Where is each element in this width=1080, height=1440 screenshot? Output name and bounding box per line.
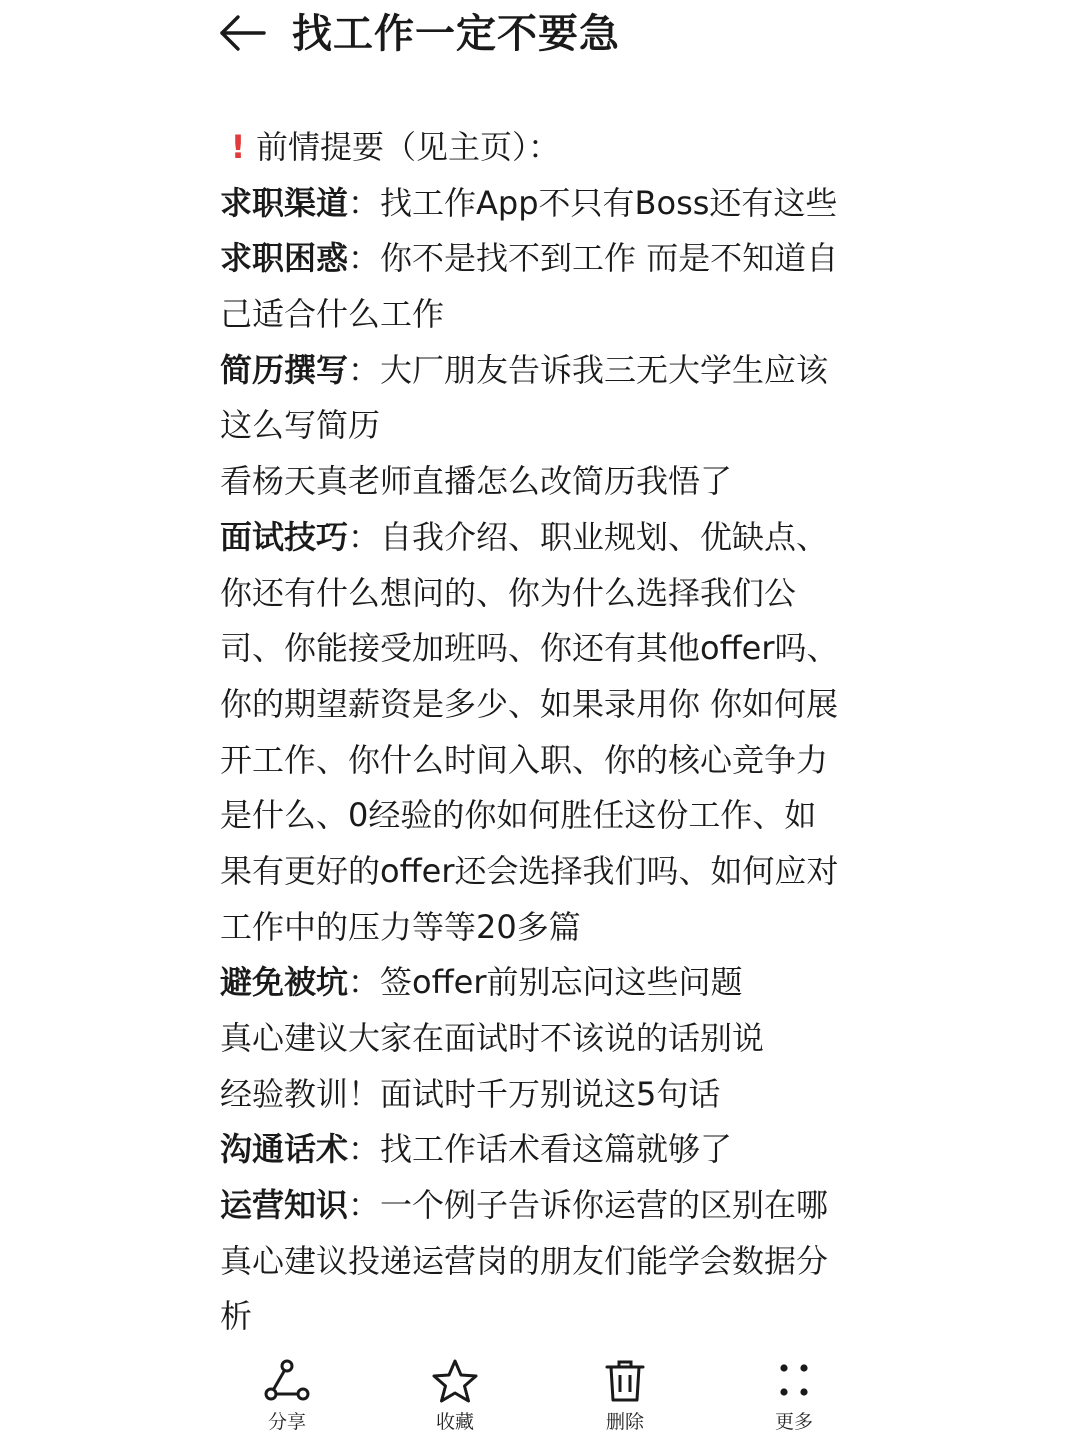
page-title: 找工作一定不要急 — [292, 11, 620, 57]
content-line — [220, 510, 880, 566]
share-icon — [261, 1358, 313, 1404]
content-line — [220, 900, 880, 956]
content-line — [220, 287, 880, 343]
share-button[interactable] — [232, 1350, 342, 1440]
content-line — [220, 844, 880, 900]
content-lines — [220, 176, 880, 1345]
label-separator: ： — [348, 350, 381, 389]
more-button[interactable] — [739, 1350, 849, 1440]
section-link-text[interactable]: 自我介绍、职业规划、优缺点、 — [380, 517, 829, 556]
continuation-text: 司、你能接受加班吗、你还有其他offer吗、 — [220, 629, 839, 668]
content-line — [220, 1289, 880, 1345]
content-line — [220, 955, 880, 1011]
content-line — [220, 566, 880, 622]
star-icon — [429, 1358, 481, 1404]
delete-label: 删除 — [605, 1411, 644, 1433]
content-line — [220, 1067, 880, 1123]
continuation-text: 析 — [220, 1297, 253, 1336]
content-line — [220, 788, 880, 844]
label-separator: ： — [348, 239, 381, 278]
content-line — [220, 1122, 880, 1178]
section-label: 运营知识 — [220, 1186, 349, 1225]
continuation-text: 开工作、你什么时间入职、你的核心竞争力 — [220, 740, 829, 779]
section-link-text[interactable]: 签offer前别忘问这些问题 — [380, 963, 743, 1002]
label-separator: ： — [348, 1186, 381, 1225]
continuation-text: 你还有什么想问的、你为什么选择我们公 — [220, 573, 797, 612]
label-separator: ： — [348, 963, 381, 1002]
intro-text: 前情提要（见主页）： — [256, 128, 561, 166]
section-label: 求职渠道 — [220, 183, 349, 222]
section-link-text[interactable]: 找工作话术看这篇就够了 — [380, 1130, 733, 1169]
content-line — [220, 343, 880, 399]
note-body — [220, 120, 880, 1345]
section-link-text[interactable]: 你不是找不到工作 而是不知道自 — [380, 239, 839, 278]
section-label: 沟通话术 — [220, 1130, 349, 1169]
section-label: 求职困惑 — [220, 239, 349, 278]
delete-button[interactable] — [570, 1350, 680, 1440]
content-line — [220, 621, 880, 677]
content-line — [220, 454, 880, 510]
arrow-left-icon — [214, 8, 270, 58]
continuation-text: 看杨天真老师直播怎么改简历我悟了 — [220, 462, 733, 501]
section-label: 避免被坑 — [220, 963, 349, 1002]
favorite-button[interactable] — [400, 1350, 510, 1440]
content-line — [220, 1178, 880, 1234]
header — [0, 0, 1080, 80]
continuation-text: 己适合什么工作 — [220, 295, 445, 334]
label-separator: ： — [348, 183, 381, 222]
share-label: 分享 — [267, 1411, 306, 1433]
section-label: 面试技巧 — [220, 517, 349, 556]
continuation-text: 这么写简历 — [220, 406, 381, 445]
continuation-text: 工作中的压力等等20多篇 — [220, 907, 581, 946]
content-line — [220, 231, 880, 287]
continuation-text: 你的期望薪资是多少、如果录用你 你如何展 — [220, 684, 839, 723]
content-line — [220, 398, 880, 454]
content-line — [220, 176, 880, 232]
favorite-label: 收藏 — [435, 1411, 474, 1433]
trash-icon — [599, 1358, 651, 1404]
continuation-text: 经验教训！面试时千万别说这5句话 — [220, 1074, 721, 1113]
more-label: 更多 — [774, 1411, 813, 1433]
section-link-text[interactable]: 一个例子告诉你运营的区别在哪 — [380, 1186, 829, 1225]
back-button[interactable] — [214, 8, 270, 58]
continuation-text: 果有更好的offer还会选择我们吗、如何应对 — [220, 851, 839, 890]
section-link-text[interactable]: 大厂朋友告诉我三无大学生应该 — [380, 350, 829, 389]
intro-line — [220, 120, 880, 176]
label-separator: ： — [348, 1130, 381, 1169]
dots-icon — [768, 1358, 820, 1404]
content-line — [220, 1234, 880, 1290]
section-label: 简历撰写 — [220, 350, 349, 389]
content-line — [220, 733, 880, 789]
content-line — [220, 677, 880, 733]
continuation-text: 真心建议大家在面试时不该说的话别说 — [220, 1019, 765, 1057]
label-separator: ： — [348, 517, 381, 556]
content-line — [220, 1011, 880, 1067]
continuation-text: 是什么、0经验的你如何胜任这份工作、如 — [220, 796, 817, 835]
bottom-toolbar — [0, 1350, 1080, 1440]
exclamation-icon: ! — [230, 128, 246, 166]
continuation-text: 真心建议投递运营岗的朋友们能学会数据分 — [220, 1241, 829, 1280]
section-link-text[interactable]: 找工作App不只有Boss还有这些 — [380, 183, 838, 222]
